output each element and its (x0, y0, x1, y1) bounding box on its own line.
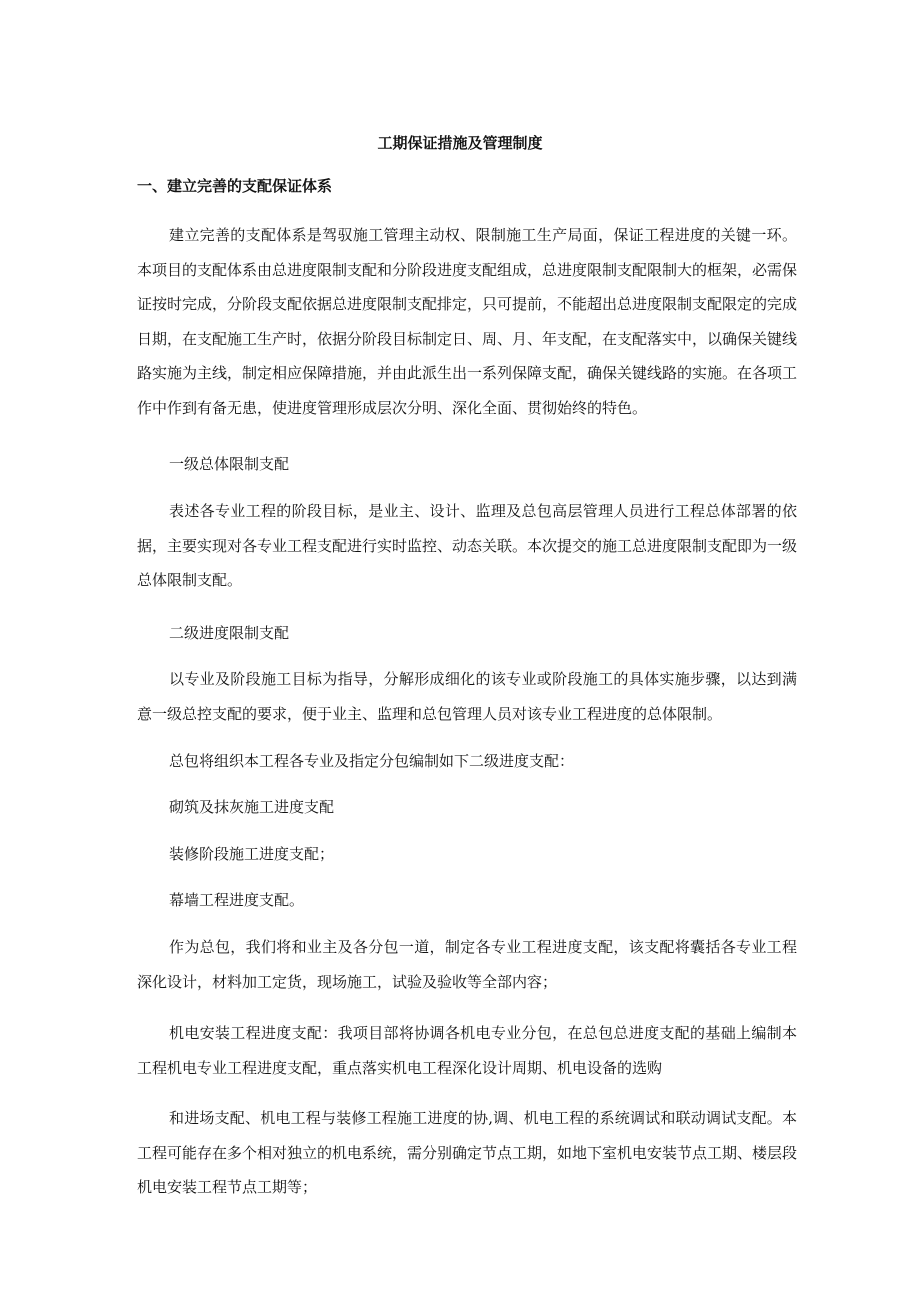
paragraph-planning-system: 建立完善的支配体系是驾驭施工管理主动权、限制施工生产局面，保证工程进度的关键一环。本项目的支配体系由总进度限制支配和分阶段进度支配组成，总进度限制支配限制大的框架，必需保证按时完成，分阶段支配依据总进度限制支配排定，只可提前，不能超出总进度限制支配限定的完成日期，在支配施工生产时，依据分阶段目标制定日、周、月、年支配，在支配落实中，以确保关键线路实施为主线，制定相应保障措施，并由此派生出一系列保障支配，确保关键线路的实施。在各项工作中作到有备无患，使进度管理形成层次分明、深化全面、贯彻始终的特色。 (137, 226, 798, 417)
paragraph-general-contractor: 作为总包，我们将和业主及各分包一道，制定各专业工程进度支配，该支配将囊括各专业工程深化设计，材料加工定货，现场施工，试验及验收等全部内容； (137, 938, 797, 991)
item-subcontract-plans-intro: 总包将组织本工程各专业及指定分包编制如下二级进度支配： (169, 752, 575, 770)
paragraph-mep-plan: 机电安装工程进度支配：我项目部将协调各机电专业分包，在总包总进度支配的基础上编制本工程机电专业工程进度支配，重点落实机电工程深化设计周期、机电设备的选购 (137, 1024, 797, 1077)
item-level-one-plan: 一级总体限制支配 (169, 455, 290, 473)
paragraph-level-one-description: 表述各专业工程的阶段目标，是业主、设计、监理及总包高层管理人员进行工程总体部署的依据，主要实现对各专业工程支配进行实时监控、动态关联。本次提交的施工总进度限制支配即为一级总体限制支配。 (137, 502, 798, 589)
item-curtain-wall-plan: 幕墙工程进度支配。 (169, 891, 305, 909)
item-level-two-plan: 二级进度限制支配 (169, 624, 290, 642)
section-heading: 一、建立完善的支配保证体系 (137, 177, 333, 195)
paragraph-level-two-description: 以专业及阶段施工目标为指导，分解形成细化的该专业或阶段施工的具体实施步骤，以达到满意一级总控支配的要求，便于业主、监理和总包管理人员对该专业工程进度的总体限制。 (137, 670, 797, 723)
paragraph-mep-coordination: 和进场支配、机电工程与装修工程施工进度的协,调、机电工程的系统调试和联动调试支配。本工程可能存在多个相对独立的机电系统，需分别确定节点工期，如地下室机电安装节点工期、楼层段机电安装工程节点工期等； (137, 1109, 798, 1196)
item-decoration-stage-plan: 装修阶段施工进度支配； (169, 845, 335, 863)
document-title: 工期保证措施及管理制度 (377, 134, 543, 152)
item-masonry-plastering-plan: 砌筑及抹灰施工进度支配 (169, 798, 335, 816)
